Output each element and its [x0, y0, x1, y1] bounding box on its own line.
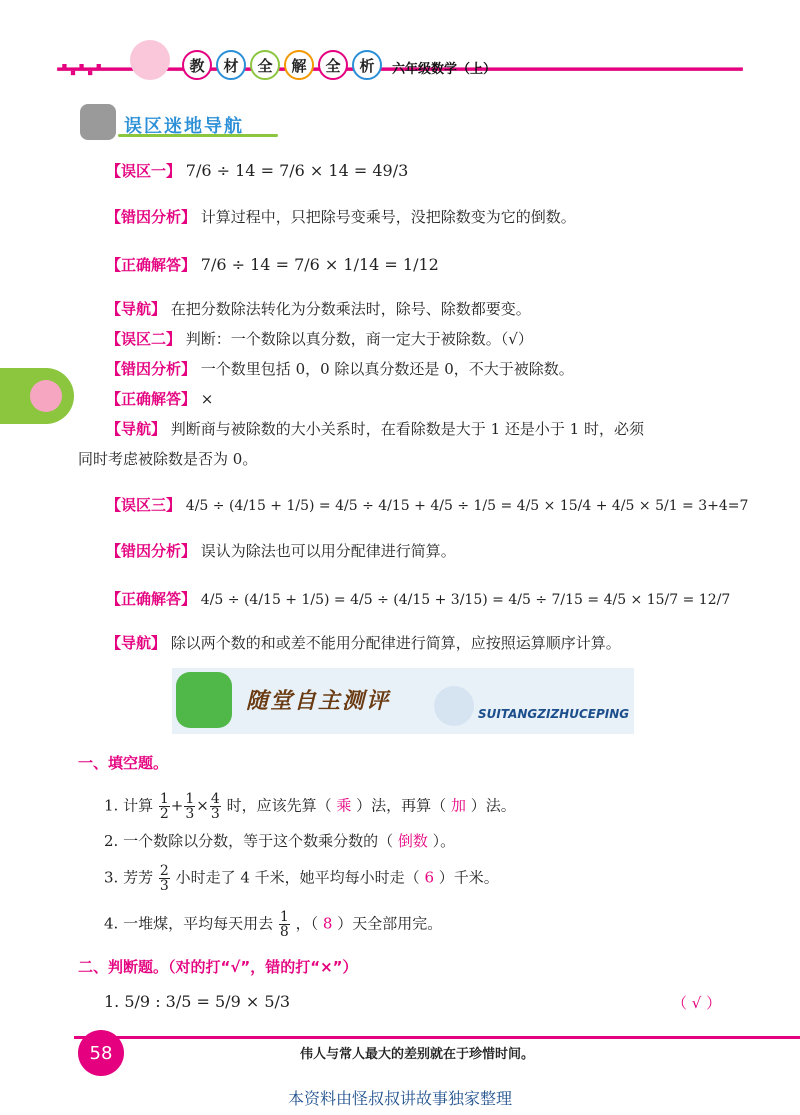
- cause3-row: [106, 540, 456, 562]
- fill-q1-middle2: ）法，再算（: [356, 796, 447, 815]
- guide2-row: [106, 418, 644, 440]
- fill-q1-prefix: 1. 计算: [104, 796, 154, 815]
- correct3-expression: 4/5 ÷ (4/15 + 1/5) = 4/5 ÷ (4/15 + 3/15) = 4/5 ÷ 7/15 = 4/5 × 15/7 = 12/7: [200, 592, 731, 608]
- section-title: 误区迷地导航: [124, 116, 244, 137]
- guide1-text: 在把分数除法转化为分数乘法时，除号、除数都要变。: [170, 300, 531, 318]
- side-tab: [0, 368, 74, 424]
- judge-heading: 二、判断题。（对的打“√”，错的打“×”）: [78, 958, 358, 976]
- mistake1-row: [106, 160, 408, 182]
- correct3-row: [106, 588, 730, 611]
- header-title-char: 全: [318, 50, 348, 80]
- banner-title: 随堂自主测评: [246, 689, 391, 714]
- judge-q1-answer-text: （ √ ）: [672, 994, 722, 1012]
- fill-q1-middle: 时，应该先算（: [226, 796, 332, 815]
- fill-q3-middle: 小时走了 4 千米，她平均每小时走（: [175, 868, 420, 887]
- bottom-note: 本资料由怪叔叔讲故事独家整理: [287, 1089, 512, 1108]
- fill-heading: 一、填空题。: [78, 754, 169, 772]
- fill-q3: [104, 864, 499, 893]
- banner-pointing-hand-icon: [434, 686, 474, 726]
- correct1-tag: 【正确解答】: [106, 256, 197, 274]
- header-title-char: 解: [284, 50, 314, 80]
- fill-q4-end: ）天全部用完。: [337, 914, 443, 933]
- cause1-text: 计算过程中，只把除号变乘号，没把除数变为它的倒数。: [200, 208, 576, 226]
- correct1-expression: 7/6 ÷ 14 = 7/6 × 1/14 = 1/12: [200, 255, 439, 274]
- judge-q1-answer: [672, 992, 721, 1013]
- header-title-char: 材: [216, 50, 246, 80]
- mistake1-tag: 【误区一】: [106, 162, 182, 180]
- correct2-text: ×: [200, 390, 214, 408]
- fill-q1-end: ）法。: [470, 796, 516, 815]
- fill-q1: 1. 计算 $\frac{1}{2}$ + $\frac{1}{3}$ × $\frac{4}{3}$ 时，应该先算（ 乘 ）法，再算（ 加 ）法。: [104, 791, 516, 822]
- header-title-char: 析: [352, 50, 382, 80]
- guide3-tag: 【导航】: [106, 634, 167, 652]
- judge-q1-expression: 1. 5/9 : 3/5 = 5/9 × 5/3: [104, 992, 291, 1011]
- fill-q3-answer: 6: [424, 868, 434, 887]
- fill-q4: [104, 910, 442, 939]
- fill-q2-answer: 倒数: [397, 832, 428, 850]
- cause2-row: [106, 358, 574, 380]
- section-icon: [80, 104, 116, 140]
- fraction-one-half: $\frac{1}{2}$: [159, 791, 169, 822]
- guide2-continuation: 同时考虑被除数是否为 0。: [78, 450, 258, 468]
- guide3-text: 除以两个数的和或差不能用分配律进行简算，应按照运算顺序计算。: [170, 634, 621, 652]
- header-mascot: [130, 40, 170, 80]
- test-banner: [172, 668, 634, 734]
- guide1-row: [106, 298, 531, 320]
- mistake3-row: [106, 494, 748, 517]
- mistake2-text: 判断：一个数除以真分数，商一定大于被除数。（√）: [185, 330, 533, 348]
- correct2-row: [106, 388, 213, 410]
- mistake1-expression: 7/6 ÷ 14 = 7/6 × 14 = 49/3: [185, 161, 409, 180]
- fill-q4-middle: ，（: [295, 914, 319, 933]
- fill-q2: [104, 830, 455, 851]
- fill-q3-end: ）千米。: [438, 868, 499, 887]
- fill-q3-prefix: 3. 芳芳: [104, 868, 154, 887]
- cause1-row: [106, 206, 576, 228]
- mistake3-expression: 4/5 ÷ (4/15 + 1/5) = 4/5 ÷ 4/15 + 4/5 ÷ 1/5 = 4/5 × 15/4 + 4/5 × 5/1 = 3+4=7: [185, 498, 749, 514]
- fraction-two-thirds: $\frac{2}{3}$: [159, 863, 169, 894]
- fill-q2-prefix: 2. 一个数除以分数，等于这个数乘分数的（: [104, 832, 394, 850]
- cause2-tag: 【错因分析】: [106, 360, 197, 378]
- header-title-char: 全: [250, 50, 280, 80]
- cause3-tag: 【错因分析】: [106, 542, 197, 560]
- fill-q1-answer2: 加: [450, 796, 466, 815]
- header-subtitle: 六年级数学（上）: [392, 62, 497, 77]
- header-title-char: 教: [182, 50, 212, 80]
- fill-q2-end: ）。: [432, 832, 456, 850]
- side-tab-mascot-icon: [30, 380, 62, 412]
- fill-q4-prefix: 4. 一堆煤，平均每天用去: [104, 914, 274, 933]
- correct3-tag: 【正确解答】: [106, 590, 197, 608]
- guide2-text: 判断商与被除数的大小关系时，在看除数是大于 1 还是小于 1 时，必须: [170, 420, 644, 438]
- footer-motto: 伟人与常人最大的差别就在于珍惜时间。: [300, 1047, 535, 1062]
- guide3-row: [106, 632, 621, 654]
- correct2-tag: 【正确解答】: [106, 390, 197, 408]
- mistake3-tag: 【误区三】: [106, 496, 182, 514]
- judge-q1: [104, 992, 290, 1011]
- banner-subtitle: SUITANGZIZHUCEPING: [478, 707, 630, 721]
- fill-q1-answer1: 乘: [336, 796, 352, 815]
- guide1-tag: 【导航】: [106, 300, 167, 318]
- header-title: [182, 50, 382, 80]
- fill-q4-answer: 8: [322, 914, 333, 933]
- fraction-one-third: $\frac{1}{3}$: [185, 791, 195, 822]
- cause3-text: 误认为除法也可以用分配律进行简算。: [200, 542, 456, 560]
- mistake2-row: [106, 328, 533, 350]
- guide2-tag: 【导航】: [106, 420, 167, 438]
- fraction-four-thirds: $\frac{4}{3}$: [210, 791, 220, 822]
- cause1-tag: 【错因分析】: [106, 208, 197, 226]
- cause2-text: 一个数里包括 0，0 除以真分数还是 0，不大于被除数。: [200, 360, 574, 378]
- correct1-row: [106, 254, 439, 276]
- page-number: 58: [78, 1030, 124, 1076]
- banner-monster-icon: [176, 672, 232, 728]
- fraction-one-eighth: $\frac{1}{8}$: [279, 909, 289, 940]
- mistake2-tag: 【误区二】: [106, 330, 182, 348]
